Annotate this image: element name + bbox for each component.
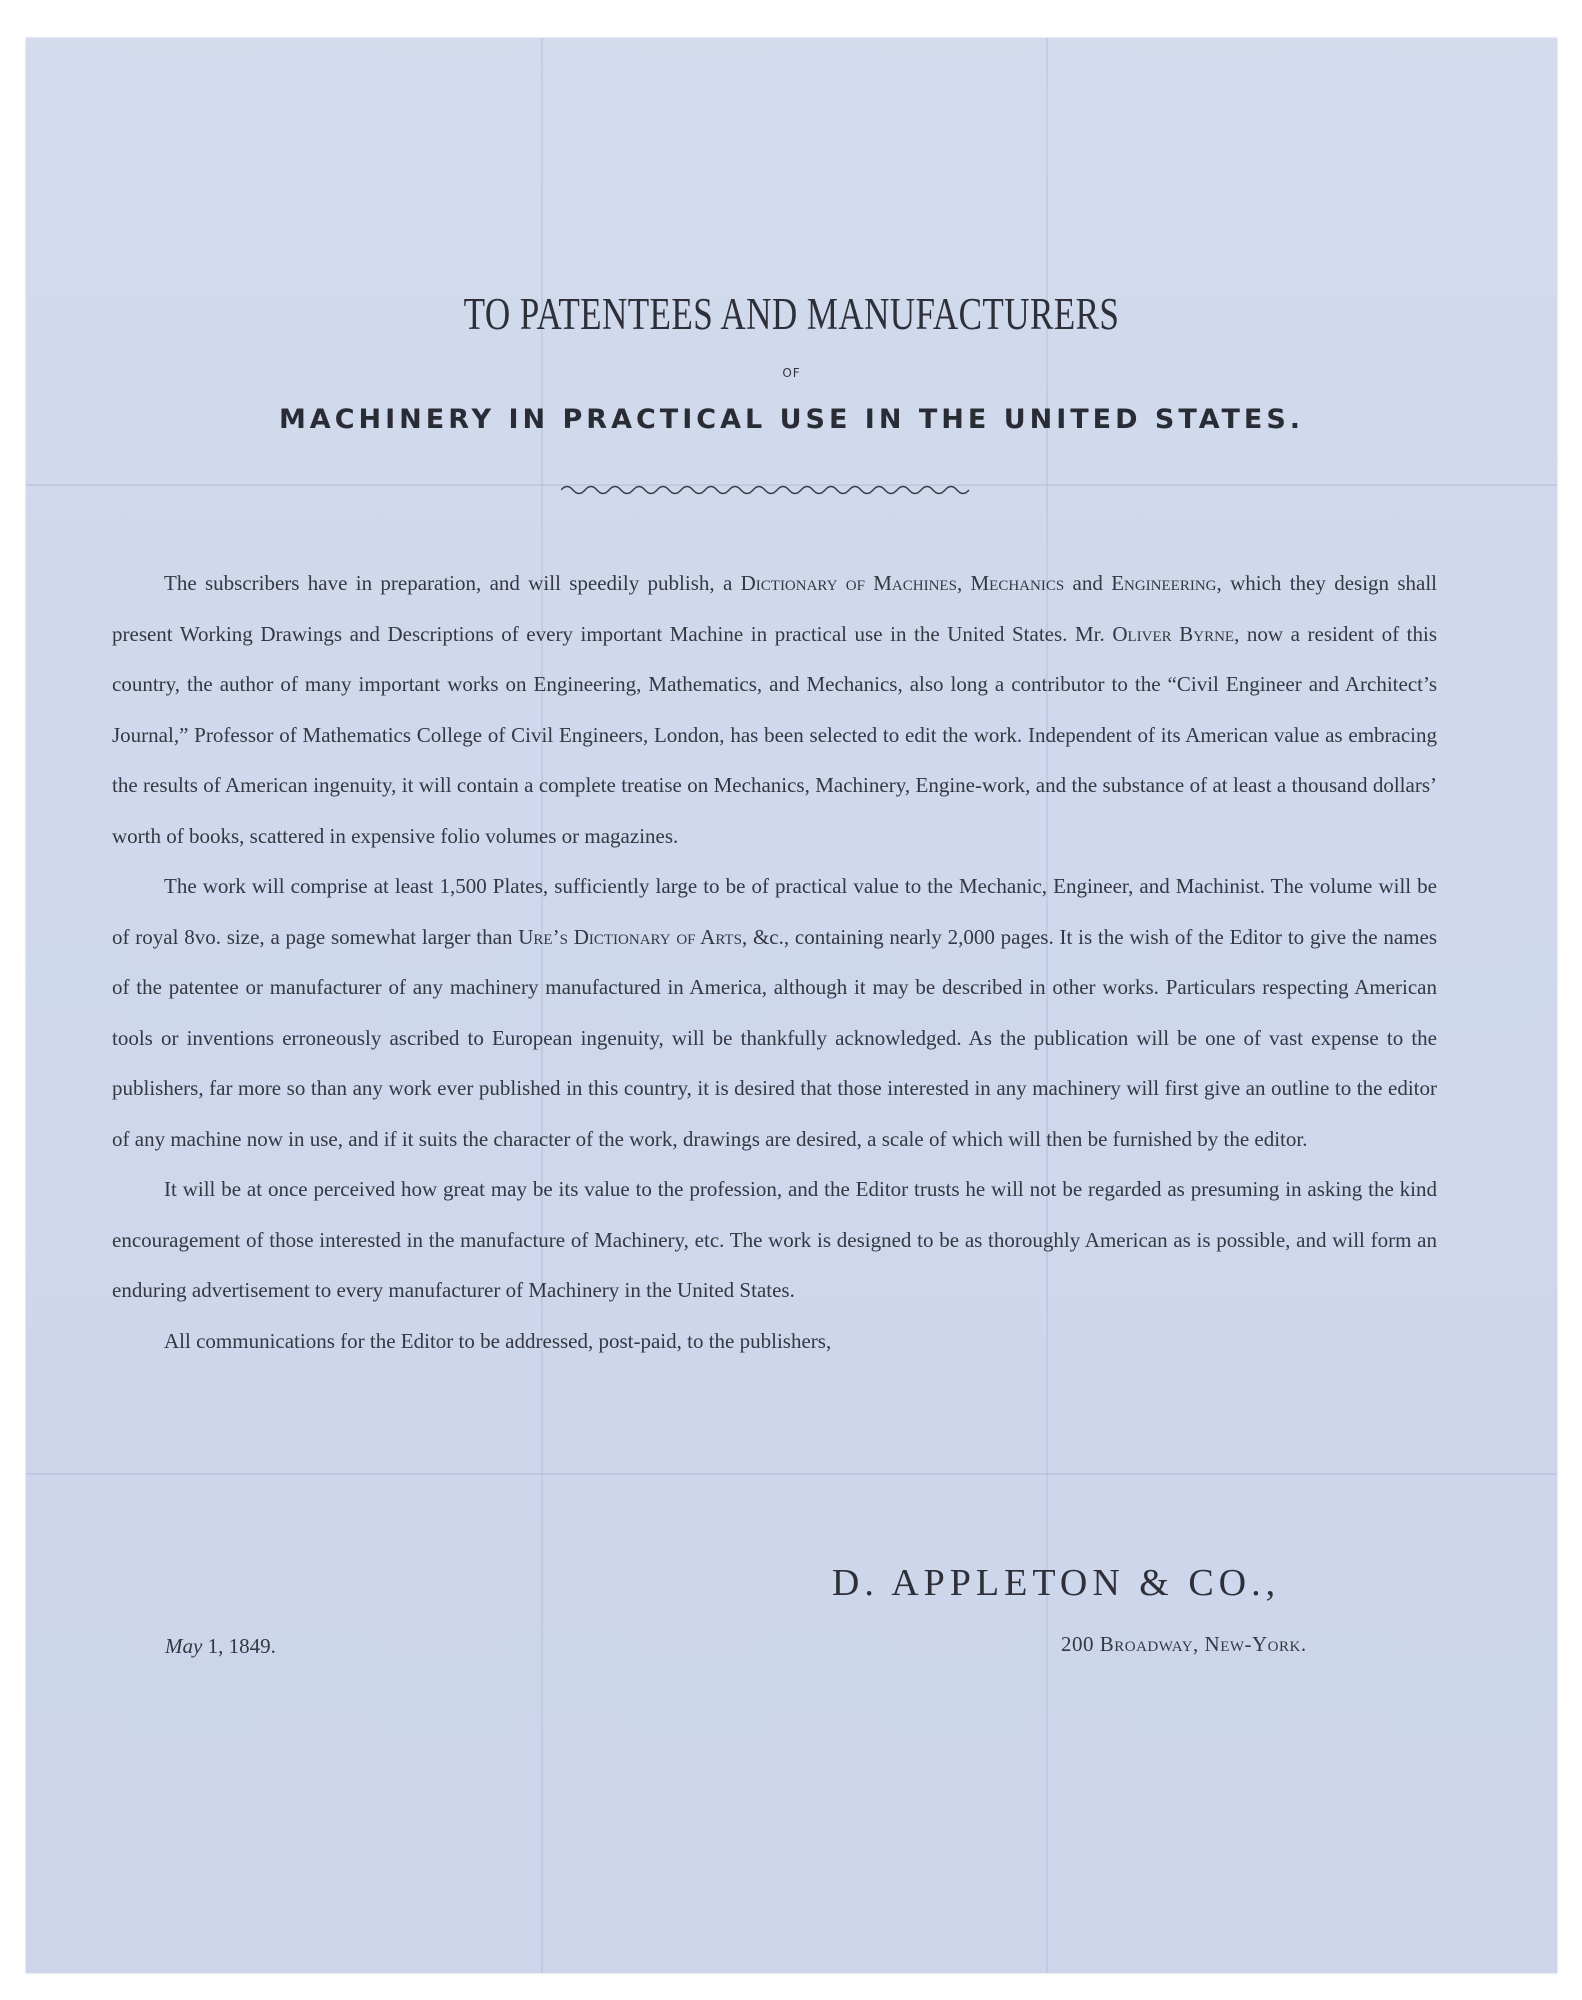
title-connector: OF <box>782 366 801 380</box>
document-title: TO PATENTEES AND MANUFACTURERS <box>463 289 1120 339</box>
fold-line <box>26 1473 1557 1475</box>
dictionary-title-end: Engineering <box>1111 571 1217 595</box>
body-text <box>112 558 1437 1366</box>
editor-name: Oliver Byrne <box>1112 621 1235 646</box>
paragraph-work-details: The work will comprise at least 1,500 Plates, sufficiently large to be of practical value to the Mechanic, Engineer, and Machinist. The volume will be of royal 8vo. size, a page somewhat larger than Ure’s Dictionary of Arts, &c., containing nearly 2,000 pages. It is the wish of the Editor to give the names of the patentee or manufacturer of any machinery manufactured in America, although it may be described in other works. Particulars respecting American tools or inventions erroneously ascribed to European ingenuity, will be thankfully acknowledged. As the publication will be one of vast expense to the publishers, far more so than any work ever published in this country, it is desired that those interested in any machinery will first give an outline to the editor of any machine now in use, and if it suits the character of the work, drawings are desired, a scale of which will then be furnished by the editor. <box>112 874 1438 1151</box>
document-subtitle: MACHINERY IN PRACTICAL USE IN THE UNITED STATES. <box>278 404 1305 435</box>
paragraph-communications: All communications for the Editor to be addressed, post-paid, to the publishers, <box>164 1328 832 1353</box>
publisher-signature: D. APPLETON & CO., <box>831 1562 1281 1604</box>
reference-work-title: Ure’s Dictionary of Arts <box>518 924 742 949</box>
publisher-address: 200 Broadway, New-York. <box>1061 1632 1307 1656</box>
paragraph-announcement: The subscribers have in preparation, and will speedily publish, a Dictionary of Machines, Mechanics and Engineering, which they design shall present Working Drawings and Descriptions of every important Machine in practical use in the United States. Mr. Oliver Byrne, now a resident of this country, the author of many important works on Engineering, Mathematics, and Mechanics, also long a contributor to the “Civil Engineer and Architect’s Journal,” Professor of Mathematics College of Civil Engineers, London, has been selected to edit the work. Independent of its American value as embracing the results of American ingenuity, it will contain a complete treatise on Mechanics, Machinery, Engine-work, and the substance of at least a thousand dollars’ worth of books, scattered in expensive folio volumes or magazines. <box>112 571 1438 848</box>
document-sheet <box>26 38 1557 1973</box>
wavy-rule-ornament <box>561 478 971 498</box>
dictionary-title: Dictionary of Machines, Mechanics <box>740 571 1065 595</box>
publication-date: May 1, 1849. <box>165 1634 276 1658</box>
paragraph-value: It will be at once perceived how great may be its value to the profession, and the Editor trusts he will not be regarded as presuming in asking the kind encouragement of those interested in the manufacture of Machinery, etc. The work is designed to be as thoroughly American as is possible, and will form an enduring advertisement to every manufacturer of Machinery in the United States. <box>112 1177 1437 1302</box>
